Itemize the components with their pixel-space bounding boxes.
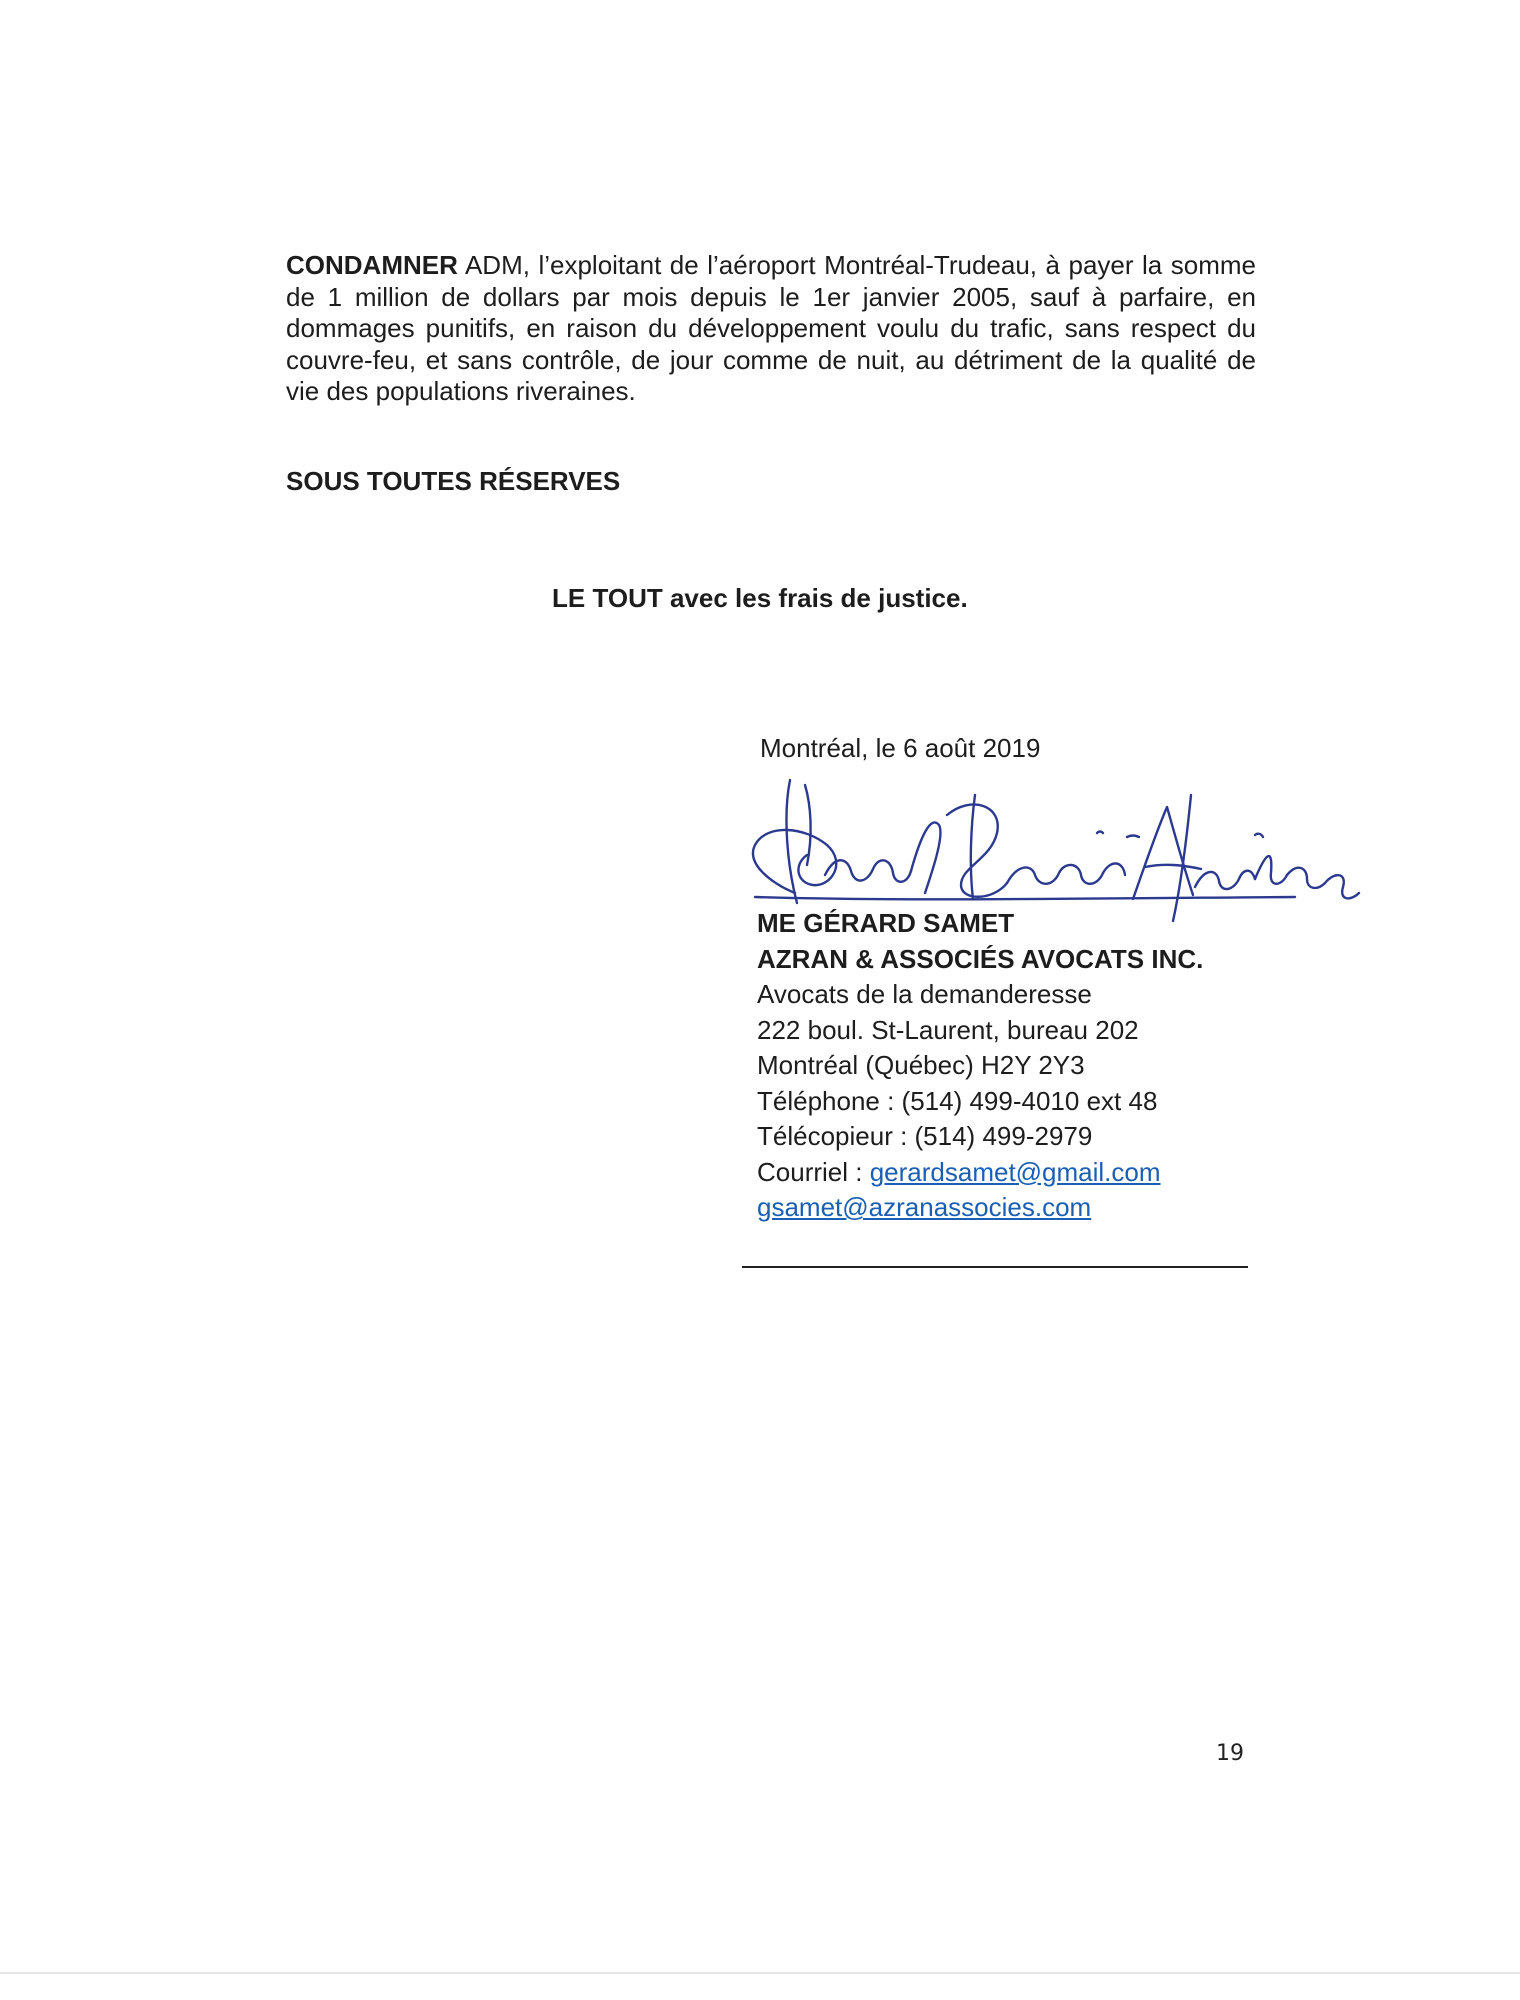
costs-lead: LE TOUT <box>552 583 663 613</box>
email-link-2[interactable]: gsamet@azranassocies.com <box>757 1192 1092 1222</box>
firm-name: AZRAN & ASSOCIÉS AVOCATS INC. <box>757 943 1204 974</box>
handwritten-signature <box>735 775 1365 925</box>
place-date: Montréal, le 6 août 2019 <box>760 733 1041 763</box>
email-label: Courriel : <box>757 1156 870 1187</box>
email-link-1[interactable]: gerardsamet@gmail.com <box>869 1156 1161 1187</box>
costs-rest: avec les frais de justice. <box>662 583 968 613</box>
page-number: 19 <box>1216 1741 1244 1766</box>
address-line-1: 222 boul. St-Laurent, bureau 202 <box>757 1014 1139 1045</box>
signatory-name: ME GÉRARD SAMET <box>757 908 1015 938</box>
fax-line: Télécopieur : (514) 499-2979 <box>757 1121 1093 1151</box>
reserves-heading: SOUS TOUTES RÉSERVES <box>286 466 621 496</box>
signature-block <box>757 906 1203 1226</box>
scan-edge-divider <box>0 1972 1520 1974</box>
costs-line <box>552 583 968 614</box>
address-line-2: Montréal (Québec) H2Y 2Y3 <box>757 1050 1085 1080</box>
condamner-body: ADM, l’exploitant de l’aéroport Montréal-Trudeau, à payer la somme de 1 million de dollars par mois depuis le 1er janvier 2005, sauf à parfaire, en dommages punitifs, en raison du développement voulu du trafic, sans respect du couvre-feu, et sans contrôle, de jour comme de nuit, au détriment de la qualité de vie des populations riveraines. <box>286 250 1256 406</box>
email-line-2 <box>757 1190 1203 1226</box>
phone-line: Téléphone : (514) 499-4010 ext 48 <box>757 1085 1158 1116</box>
condamner-paragraph <box>286 250 1256 408</box>
email-line <box>757 1155 1203 1191</box>
condamner-lead: CONDAMNER <box>286 250 458 280</box>
signatory-role: Avocats de la demanderesse <box>757 979 1092 1009</box>
signature-rule <box>742 1266 1248 1268</box>
